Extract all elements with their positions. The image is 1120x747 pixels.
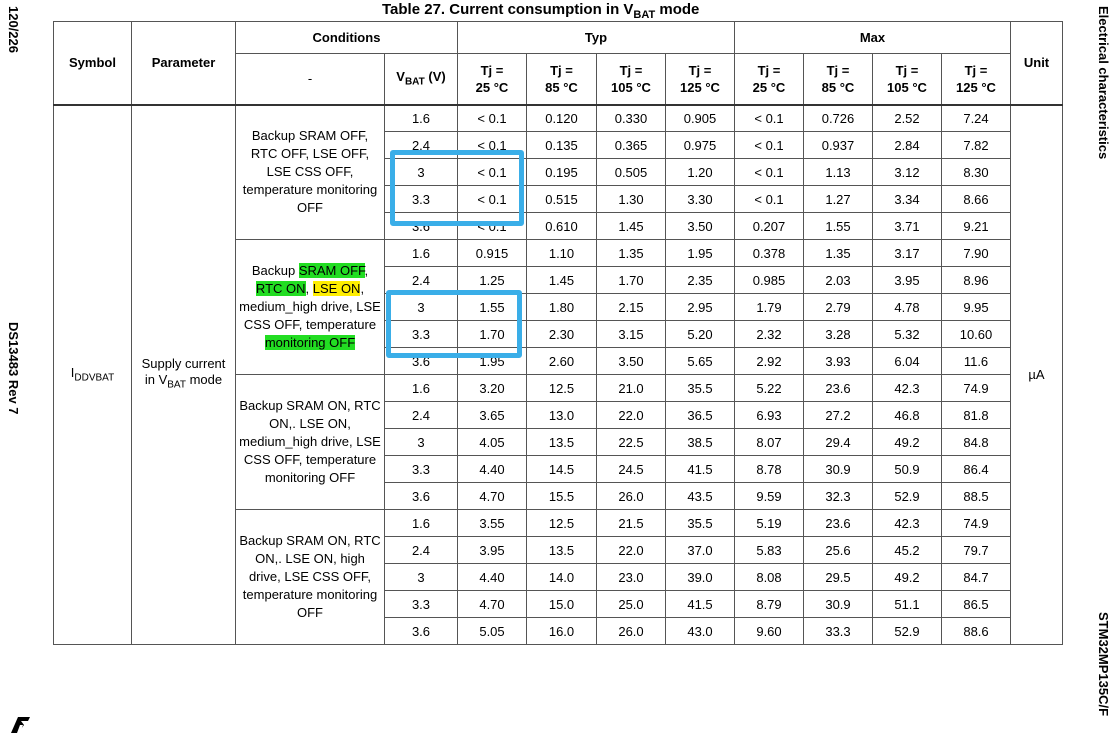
header-tj-0: Tj = 25 °C (458, 54, 527, 105)
condition-text: Backup SRAM ON, RTC ON,. LSE ON, high drive, LSE CSS OFF, temperature monitoring OFF (239, 533, 381, 620)
value-cell: 3.95 (458, 537, 527, 564)
value-cell: 3.65 (458, 402, 527, 429)
value-cell: 43.0 (666, 618, 735, 645)
value-cell: 3.50 (597, 348, 666, 375)
value-cell: 86.5 (942, 591, 1011, 618)
condition-text: , (305, 281, 313, 296)
value-cell: 8.07 (735, 429, 804, 456)
value-cell: 26.0 (597, 618, 666, 645)
value-cell: 29.5 (804, 564, 873, 591)
value-cell: 1.35 (804, 240, 873, 267)
value-cell: 33.3 (804, 618, 873, 645)
condition-text: , (364, 263, 369, 278)
value-cell: < 0.1 (735, 105, 804, 132)
value-cell: 88.6 (942, 618, 1011, 645)
value-cell: 0.378 (735, 240, 804, 267)
highlighted-text: RTC ON (255, 281, 306, 296)
value-cell: 0.365 (597, 132, 666, 159)
value-cell: 8.66 (942, 186, 1011, 213)
value-cell: 0.207 (735, 213, 804, 240)
value-cell: 14.0 (527, 564, 597, 591)
value-cell: 4.40 (458, 564, 527, 591)
value-cell: 23.0 (597, 564, 666, 591)
value-cell: 35.5 (666, 510, 735, 537)
value-cell: 5.83 (735, 537, 804, 564)
value-cell: 1.20 (666, 159, 735, 186)
vbat-cell: 2.4 (385, 537, 458, 564)
value-cell: 2.52 (873, 105, 942, 132)
vbat-cell: 3 (385, 159, 458, 186)
value-cell: 42.3 (873, 375, 942, 402)
vbat-cell: 3 (385, 564, 458, 591)
value-cell: 1.13 (804, 159, 873, 186)
value-cell: < 0.1 (458, 132, 527, 159)
value-cell: 43.5 (666, 483, 735, 510)
value-cell: 88.5 (942, 483, 1011, 510)
vbat-cell: 3.3 (385, 591, 458, 618)
page-number: 120/226 (6, 6, 21, 53)
value-cell: 86.4 (942, 456, 1011, 483)
value-cell: 74.9 (942, 510, 1011, 537)
parameter-cell: Supply current in $V_{BAT}$ mode (132, 105, 236, 645)
value-cell: 8.78 (735, 456, 804, 483)
doc-revision: DS13483 Rev 7 (6, 322, 21, 415)
value-cell: 52.9 (873, 483, 942, 510)
value-cell: 3.55 (458, 510, 527, 537)
value-cell: 27.2 (804, 402, 873, 429)
vbat-cell: 3.3 (385, 186, 458, 213)
condition-cell (236, 375, 385, 510)
value-cell: 0.726 (804, 105, 873, 132)
value-cell: 7.24 (942, 105, 1011, 132)
condition-text: Backup SRAM ON, RTC ON,. LSE ON, medium_high drive, LSE CSS OFF, temperature monitoring OFF (239, 398, 381, 485)
value-cell: 1.70 (597, 267, 666, 294)
value-cell: 15.0 (527, 591, 597, 618)
value-cell: 2.79 (804, 294, 873, 321)
highlighted-text: monitoring OFF (264, 335, 356, 350)
value-cell: 3.20 (458, 375, 527, 402)
value-cell: 30.9 (804, 456, 873, 483)
header-tj-1: Tj = 85 °C (527, 54, 597, 105)
value-cell: 10.60 (942, 321, 1011, 348)
value-cell: 3.12 (873, 159, 942, 186)
value-cell: 39.0 (666, 564, 735, 591)
value-cell: 9.59 (735, 483, 804, 510)
annotation-box-2 (386, 290, 522, 358)
highlighted-text: LSE ON (312, 281, 361, 296)
value-cell: < 0.1 (458, 105, 527, 132)
vbat-cell: 3 (385, 294, 458, 321)
value-cell: 29.4 (804, 429, 873, 456)
condition-text: Backup (251, 263, 299, 278)
value-cell: 0.505 (597, 159, 666, 186)
value-cell: 11.6 (942, 348, 1011, 375)
value-cell: 1.45 (597, 213, 666, 240)
title-subscript: BAT (633, 9, 656, 21)
value-cell: 0.985 (735, 267, 804, 294)
value-cell: 0.937 (804, 132, 873, 159)
st-logo-icon (8, 713, 32, 737)
symbol-cell: $I_{DDVBAT}$ (54, 105, 132, 645)
value-cell: 21.5 (597, 510, 666, 537)
value-cell: 32.3 (804, 483, 873, 510)
value-cell: 2.95 (666, 294, 735, 321)
value-cell: 4.70 (458, 591, 527, 618)
value-cell: 2.32 (735, 321, 804, 348)
value-cell: < 0.1 (458, 186, 527, 213)
header-dash: - (236, 54, 385, 105)
header-tj-6: Tj = 105 °C (873, 54, 942, 105)
value-cell: 79.7 (942, 537, 1011, 564)
value-cell: 22.0 (597, 537, 666, 564)
value-cell: 84.8 (942, 429, 1011, 456)
value-cell: 0.905 (666, 105, 735, 132)
value-cell: 4.78 (873, 294, 942, 321)
header-tj-7: Tj = 125 °C (942, 54, 1011, 105)
value-cell: 2.92 (735, 348, 804, 375)
value-cell: 3.93 (804, 348, 873, 375)
value-cell: 81.8 (942, 402, 1011, 429)
value-cell: 14.5 (527, 456, 597, 483)
value-cell: 41.5 (666, 456, 735, 483)
value-cell: 2.35 (666, 267, 735, 294)
value-cell: 0.915 (458, 240, 527, 267)
header-tj-4: Tj = 25 °C (735, 54, 804, 105)
value-cell: 25.6 (804, 537, 873, 564)
value-cell: 13.0 (527, 402, 597, 429)
value-cell: 49.2 (873, 429, 942, 456)
value-cell: 46.8 (873, 402, 942, 429)
value-cell: 23.6 (804, 510, 873, 537)
header-symbol: Symbol (54, 22, 132, 105)
header-unit: Unit (1011, 22, 1063, 105)
vbat-cell: 2.4 (385, 267, 458, 294)
value-cell: 6.04 (873, 348, 942, 375)
value-cell: 0.135 (527, 132, 597, 159)
value-cell: 45.2 (873, 537, 942, 564)
value-cell: 1.27 (804, 186, 873, 213)
value-cell: 5.65 (666, 348, 735, 375)
value-cell: < 0.1 (735, 186, 804, 213)
value-cell: 1.79 (735, 294, 804, 321)
value-cell: 0.515 (527, 186, 597, 213)
value-cell: 23.6 (804, 375, 873, 402)
value-cell: 8.96 (942, 267, 1011, 294)
value-cell: 1.95 (458, 348, 527, 375)
value-cell: 9.21 (942, 213, 1011, 240)
value-cell: 30.9 (804, 591, 873, 618)
value-cell: 22.0 (597, 402, 666, 429)
value-cell: 50.9 (873, 456, 942, 483)
condition-cell (236, 240, 385, 375)
vbat-cell: 1.6 (385, 105, 458, 132)
condition-text: , medium_high drive, LSE CSS OFF, temperature (239, 281, 381, 332)
value-cell: 3.95 (873, 267, 942, 294)
product-name: STM32MP135C/F (1096, 612, 1111, 717)
value-cell: 3.34 (873, 186, 942, 213)
value-cell: 26.0 (597, 483, 666, 510)
vbat-cell: 3.6 (385, 348, 458, 375)
value-cell: 1.80 (527, 294, 597, 321)
value-cell: 2.84 (873, 132, 942, 159)
value-cell: 36.5 (666, 402, 735, 429)
value-cell: 21.0 (597, 375, 666, 402)
condition-text: Backup SRAM OFF, RTC OFF, LSE OFF, LSE CSS OFF, temperature monitoring OFF (242, 128, 378, 216)
value-cell: 3.17 (873, 240, 942, 267)
value-cell: 8.79 (735, 591, 804, 618)
value-cell: 5.05 (458, 618, 527, 645)
value-cell: 3.50 (666, 213, 735, 240)
vbat-cell: 2.4 (385, 402, 458, 429)
value-cell: 9.60 (735, 618, 804, 645)
vbat-cell: 3.6 (385, 483, 458, 510)
value-cell: 22.5 (597, 429, 666, 456)
value-cell: 2.60 (527, 348, 597, 375)
value-cell: 5.32 (873, 321, 942, 348)
value-cell: < 0.1 (458, 213, 527, 240)
value-cell: 52.9 (873, 618, 942, 645)
value-cell: 1.45 (527, 267, 597, 294)
value-cell: 51.1 (873, 591, 942, 618)
value-cell: 3.71 (873, 213, 942, 240)
value-cell: 1.55 (804, 213, 873, 240)
value-cell: 6.93 (735, 402, 804, 429)
header-max: Max (735, 22, 1011, 54)
value-cell: 1.55 (458, 294, 527, 321)
value-cell: 3.28 (804, 321, 873, 348)
condition-cell (236, 510, 385, 645)
vbat-cell: 2.4 (385, 132, 458, 159)
value-cell: 0.975 (666, 132, 735, 159)
value-cell: 74.9 (942, 375, 1011, 402)
current-consumption-table (53, 21, 1063, 645)
value-cell: 2.03 (804, 267, 873, 294)
vbat-cell: 3.3 (385, 456, 458, 483)
value-cell: 84.7 (942, 564, 1011, 591)
vbat-cell: 3.6 (385, 213, 458, 240)
value-cell: 1.35 (597, 240, 666, 267)
table-row (54, 105, 1063, 132)
value-cell: 0.330 (597, 105, 666, 132)
value-cell: 35.5 (666, 375, 735, 402)
vbat-cell: 1.6 (385, 510, 458, 537)
value-cell: 4.70 (458, 483, 527, 510)
value-cell: 38.5 (666, 429, 735, 456)
value-cell: 2.15 (597, 294, 666, 321)
value-cell: 5.20 (666, 321, 735, 348)
header-vbat: $V_{BAT}$ (V) (385, 54, 458, 105)
value-cell: < 0.1 (458, 159, 527, 186)
header-conditions: Conditions (236, 22, 458, 54)
value-cell: 1.95 (666, 240, 735, 267)
value-cell: 25.0 (597, 591, 666, 618)
value-cell: < 0.1 (735, 132, 804, 159)
value-cell: 12.5 (527, 375, 597, 402)
value-cell: 13.5 (527, 537, 597, 564)
value-cell: 16.0 (527, 618, 597, 645)
value-cell: 0.195 (527, 159, 597, 186)
value-cell: 7.82 (942, 132, 1011, 159)
value-cell: 2.30 (527, 321, 597, 348)
value-cell: 1.70 (458, 321, 527, 348)
value-cell: 4.05 (458, 429, 527, 456)
value-cell: 1.25 (458, 267, 527, 294)
value-cell: 24.5 (597, 456, 666, 483)
header-tj-3: Tj = 125 °C (666, 54, 735, 105)
condition-cell (236, 105, 385, 240)
value-cell: 15.5 (527, 483, 597, 510)
value-cell: 12.5 (527, 510, 597, 537)
highlighted-text: SRAM OFF (298, 263, 365, 278)
value-cell: 4.40 (458, 456, 527, 483)
value-cell: 42.3 (873, 510, 942, 537)
value-cell: 3.15 (597, 321, 666, 348)
value-cell: 8.08 (735, 564, 804, 591)
value-cell: 0.120 (527, 105, 597, 132)
value-cell: 3.30 (666, 186, 735, 213)
vbat-cell: 3.3 (385, 321, 458, 348)
value-cell: 37.0 (666, 537, 735, 564)
vbat-cell: 1.6 (385, 375, 458, 402)
value-cell: 8.30 (942, 159, 1011, 186)
vbat-cell: 3.6 (385, 618, 458, 645)
value-cell: < 0.1 (735, 159, 804, 186)
value-cell: 7.90 (942, 240, 1011, 267)
value-cell: 41.5 (666, 591, 735, 618)
header-parameter: Parameter (132, 22, 236, 105)
value-cell: 5.19 (735, 510, 804, 537)
title-suffix: mode (655, 1, 700, 18)
title-text: Table 27. Current consumption in V (382, 1, 634, 18)
header-typ: Typ (458, 22, 735, 54)
unit-cell: µA (1011, 105, 1063, 645)
value-cell: 13.5 (527, 429, 597, 456)
value-cell: 9.95 (942, 294, 1011, 321)
value-cell: 0.610 (527, 213, 597, 240)
annotation-box-1 (390, 150, 524, 226)
vbat-cell: 3 (385, 429, 458, 456)
value-cell: 1.10 (527, 240, 597, 267)
header-tj-2: Tj = 105 °C (597, 54, 666, 105)
header-tj-5: Tj = 85 °C (804, 54, 873, 105)
section-name: Electrical characteristics (1096, 6, 1111, 160)
value-cell: 1.30 (597, 186, 666, 213)
vbat-cell: 1.6 (385, 240, 458, 267)
value-cell: 5.22 (735, 375, 804, 402)
value-cell: 49.2 (873, 564, 942, 591)
